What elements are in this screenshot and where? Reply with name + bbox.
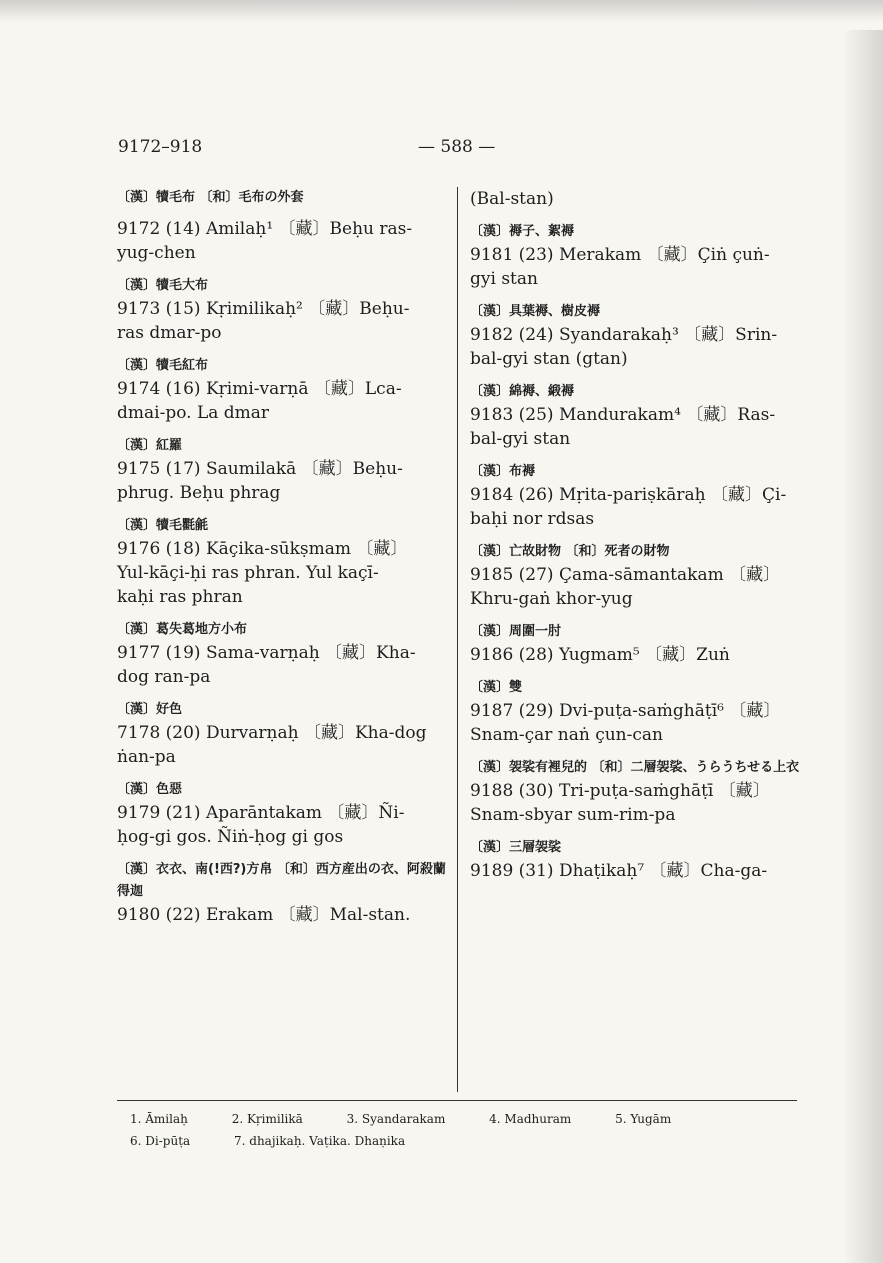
scan-edge-top (0, 0, 883, 22)
chinese-gloss: 〔漢〕葛失葛地方小布 (117, 622, 248, 637)
entry-headword-line: 9179 (21) Aparāntakam 〔藏〕Ñi- (117, 803, 405, 823)
footnote-row-1 (130, 1108, 800, 1130)
entry-headword-line: 9185 (27) Çama-sāmantakam 〔藏〕 (470, 565, 781, 585)
entry-continuation-line: ṅan-pa (117, 747, 176, 767)
entry-headword-line: 9173 (15) Kṛimilikaḥ² 〔藏〕Beḥu- (117, 299, 410, 319)
entry-continuation-line: ras dmar-po (117, 323, 222, 343)
dictionary-entry (470, 243, 800, 291)
footnote: 1. Āmilaḥ (130, 1112, 188, 1126)
dictionary-entry (117, 217, 449, 265)
entry-headword-line: 9189 (31) Dhaṭikaḥ⁷ 〔藏〕Cha-ga- (470, 861, 768, 881)
dictionary-entry (117, 721, 449, 769)
entry-headword-line: 9176 (18) Kāçika-sūkṣmam 〔藏〕 (117, 539, 408, 559)
chinese-gloss: 〔漢〕袈裟有裡兒的 〔和〕二層袈裟、うらうちせる上衣 (470, 760, 800, 775)
entry-continuation-line: Yul-kāçi-ḥi ras phran. Yul kaçī- (117, 563, 379, 583)
footnote: 3. Syandarakam (346, 1112, 446, 1126)
chinese-gloss: 〔漢〕布褥 (470, 464, 536, 479)
entry-headword-line: 9187 (29) Dvi-puṭa-saṁghāṭī⁶ 〔藏〕 (470, 701, 781, 721)
entry-continuation-line: baḥi nor rdsas (470, 509, 595, 529)
dictionary-entry (470, 643, 800, 667)
chinese-gloss: 〔漢〕好色 (117, 702, 183, 717)
dictionary-entry (470, 483, 800, 531)
chinese-gloss: 〔漢〕褥子、絮褥 (470, 224, 575, 239)
right-column (470, 187, 800, 893)
entry-continuation-line: bal-gyi stan (470, 429, 571, 449)
entry-continuation-line: kaḥi ras phran (117, 587, 243, 607)
entry-continuation-line: yug-chen (117, 243, 196, 263)
entry-continuation-line: Khru-gaṅ khor-yug (470, 589, 633, 609)
chinese-gloss: 〔漢〕犢毛布 〔和〕毛布の外套 (117, 190, 304, 205)
dictionary-entry (470, 563, 800, 611)
footnote: 7. dhajikaḥ. Vaṭika. Dhaṇika (234, 1134, 406, 1148)
dictionary-entry (470, 859, 800, 883)
page-header (118, 137, 818, 163)
scan-edge-right (843, 30, 883, 1263)
dictionary-entry (117, 537, 449, 609)
column-divider (457, 187, 458, 1092)
entry-continuation-line: Snam-çar naṅ çun-can (470, 725, 663, 745)
chinese-gloss: 〔漢〕犢毛大布 (117, 278, 209, 293)
footnote: 2. Kṛimilikā (231, 1112, 303, 1126)
entry-headword-line: 9177 (19) Sama-varṇaḥ 〔藏〕Kha- (117, 643, 416, 663)
entry-headword-line: 9172 (14) Amilaḥ¹ 〔藏〕Beḥu ras- (117, 219, 413, 239)
dictionary-entry (117, 641, 449, 689)
chinese-gloss: 〔漢〕周圍一肘 (470, 624, 562, 639)
entry-headword-line: 9186 (28) Yugmam⁵ 〔藏〕Zuṅ (470, 645, 730, 665)
footnote: 6. Di-pūṭa (130, 1134, 191, 1148)
chinese-gloss: 〔漢〕三層袈裟 (470, 840, 562, 855)
dictionary-entry (470, 779, 800, 827)
entry-headword-line: 7178 (20) Durvarṇaḥ 〔藏〕Kha-dog (117, 723, 427, 743)
chinese-gloss: 〔漢〕犢毛紅布 (117, 358, 209, 373)
entry-continuation-line: phrug. Beḥu phrag (117, 483, 281, 503)
entry-continuation-line: gyi stan (470, 269, 538, 289)
dictionary-entry (117, 297, 449, 345)
entry-headword-line: 9175 (17) Saumilakā 〔藏〕Beḥu- (117, 459, 403, 479)
entry-headword-line: 9188 (30) Tri-puṭa-saṁghāṭī 〔藏〕 (470, 781, 770, 801)
dictionary-entry (117, 903, 449, 927)
footnotes (130, 1108, 800, 1152)
footnote: 5. Yugām (615, 1112, 672, 1126)
dictionary-entry (117, 457, 449, 505)
dictionary-entry (470, 699, 800, 747)
dictionary-entry (117, 377, 449, 425)
chinese-gloss: 〔漢〕犢毛氍毹 (117, 518, 209, 533)
dictionary-entry (470, 323, 800, 371)
chinese-gloss: 〔漢〕色惡 (117, 782, 183, 797)
footnote-row-2 (130, 1130, 800, 1152)
chinese-gloss: 〔漢〕衣衣、南(!西?)方帛 〔和〕西方産出の衣、阿殺蘭得迦 (117, 862, 446, 899)
entry-range: 9172–918 (118, 137, 203, 157)
dictionary-entry (470, 187, 800, 211)
entry-headword-line: 9181 (23) Merakam 〔藏〕Çiṅ çuṅ- (470, 245, 770, 265)
entry-continuation-line: Snam-sbyar sum-rim-pa (470, 805, 676, 825)
chinese-gloss: 〔漢〕綿褥、緞褥 (470, 384, 575, 399)
entry-headword-line: 9184 (26) Mṛita-pariṣkāraḥ 〔藏〕Çi- (470, 485, 787, 505)
dictionary-entry (470, 403, 800, 451)
entry-headword-line: (Bal-stan) (470, 189, 554, 209)
footnote: 4. Madhuram (489, 1112, 572, 1126)
entry-headword-line: 9183 (25) Mandurakam⁴ 〔藏〕Ras- (470, 405, 776, 425)
page-number: — 588 — (418, 137, 496, 157)
dictionary-entry (117, 801, 449, 849)
entry-continuation-line: bal-gyi stan (gtan) (470, 349, 628, 369)
left-column (117, 187, 449, 937)
chinese-gloss: 〔漢〕亡故財物 〔和〕死者の財物 (470, 544, 670, 559)
entry-headword-line: 9174 (16) Kṛimi-varṇā 〔藏〕Lca- (117, 379, 402, 399)
footnote-rule (117, 1100, 797, 1101)
entry-continuation-line: dmai-po. La dmar (117, 403, 270, 423)
chinese-gloss: 〔漢〕具葉褥、樹皮褥 (470, 304, 601, 319)
entry-continuation-line: dog ran-pa (117, 667, 211, 687)
chinese-gloss: 〔漢〕雙 (470, 680, 523, 695)
entry-continuation-line: ḥog-gi gos. Ñiṅ-ḥog gi gos (117, 827, 344, 847)
entry-headword-line: 9180 (22) Erakam 〔藏〕Mal-stan. (117, 905, 411, 925)
chinese-gloss: 〔漢〕紅羅 (117, 438, 183, 453)
entry-headword-line: 9182 (24) Syandarakaḥ³ 〔藏〕Srin- (470, 325, 778, 345)
